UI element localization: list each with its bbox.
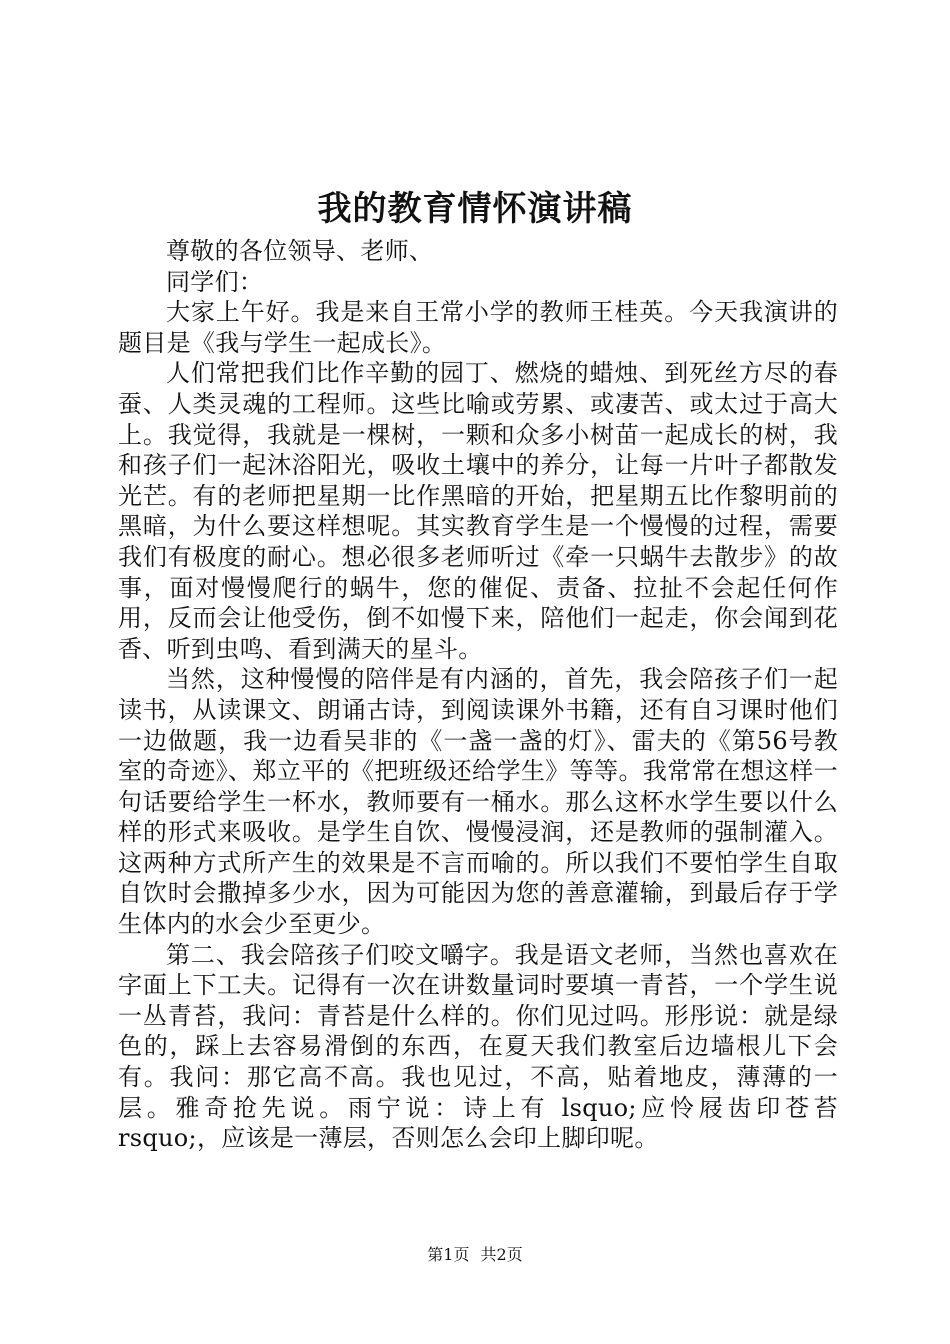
page-footer [0, 1244, 950, 1266]
document-title: 我的教育情怀演讲稿 [317, 189, 633, 229]
salutation-line-2: 同学们： [166, 267, 264, 296]
paragraph-reading: 当然，这种慢慢的陪伴是有内涵的，首先，我会陪孩子们一起读书，从读课文、朗诵古诗，到阅读课外书籍，还有自习课时他们一边做题，我一边看吴非的《一盏一盏的灯》、雷夫的《第56号教室的奇迹》、郑立平的《把班级还给学生》等等。我常常在想这样一句话要给学生一杯水，教师要有一桶水。那么这杯水学生要以什么样的形式来吸收。是学生自饮、慢慢浸润，还是教师的强制灌入。这两种方式所产生的效果是不言而喻的。所以我们不要怕学生自取自饮时会撒掉多少水，因为可能因为您的善意灌输，到最后存于学生体内的水会少至更少。 [118, 665, 838, 939]
document-body [118, 236, 838, 1154]
paragraph-greeting: 大家上午好。我是来自王常小学的教师王桂英。今天我演讲的题目是《我与学生一起成长》。 [118, 298, 838, 357]
salutation-line-1: 尊敬的各位领导、老师、 [166, 237, 434, 265]
paragraph-metaphor: 人们常把我们比作辛勤的园丁、燃烧的蜡烛、到死丝方尽的春蚕、人类灵魂的工程师。这些比喻或劳累、或凄苦、或太过于高大上。我觉得，我就是一棵树，一颗和众多小树苗一起成长的树，我和孩子们一起沐浴阳光，吸收土壤中的养分，让每一片叶子都散发光芒。有的老师把星期一比作黑暗的开始，把星期五比作黎明前的黑暗，为什么要这样想呢。其实教育学生是一个慢慢的过程，需要我们有极度的耐心。想必很多老师听过《牵一只蜗牛去散步》的故事，面对慢慢爬行的蜗牛，您的催促、责备、拉扯不会起任何作用，反而会让他受伤，倒不如慢下来，陪他们一起走，你会闻到花香、听到虫鸣、看到满天的星斗。 [118, 359, 838, 663]
paragraph-wording: 第二、我会陪孩子们咬文嚼字。我是语文老师，当然也喜欢在字面上下工夫。记得有一次在讲数量词时要填一青苔，一个学生说一丛青苔，我问：青苔是什么样的。你们见过吗。形彤说：就是绿色的，踩上去容易滑倒的东西，在夏天我们教室后边墙根儿下会有。我问：那它高不高。我也见过，不高，贴着地皮，薄薄的一层。雅奇抢先说。雨宁说：诗上有 lsquo;应怜屐齿印苍苔 rsquo;，应该是一薄层，否则怎么会印上脚印呢。 [118, 940, 838, 1153]
page-number-current: 第1页 [427, 1245, 470, 1264]
page-number-total: 共2页 [480, 1245, 523, 1264]
